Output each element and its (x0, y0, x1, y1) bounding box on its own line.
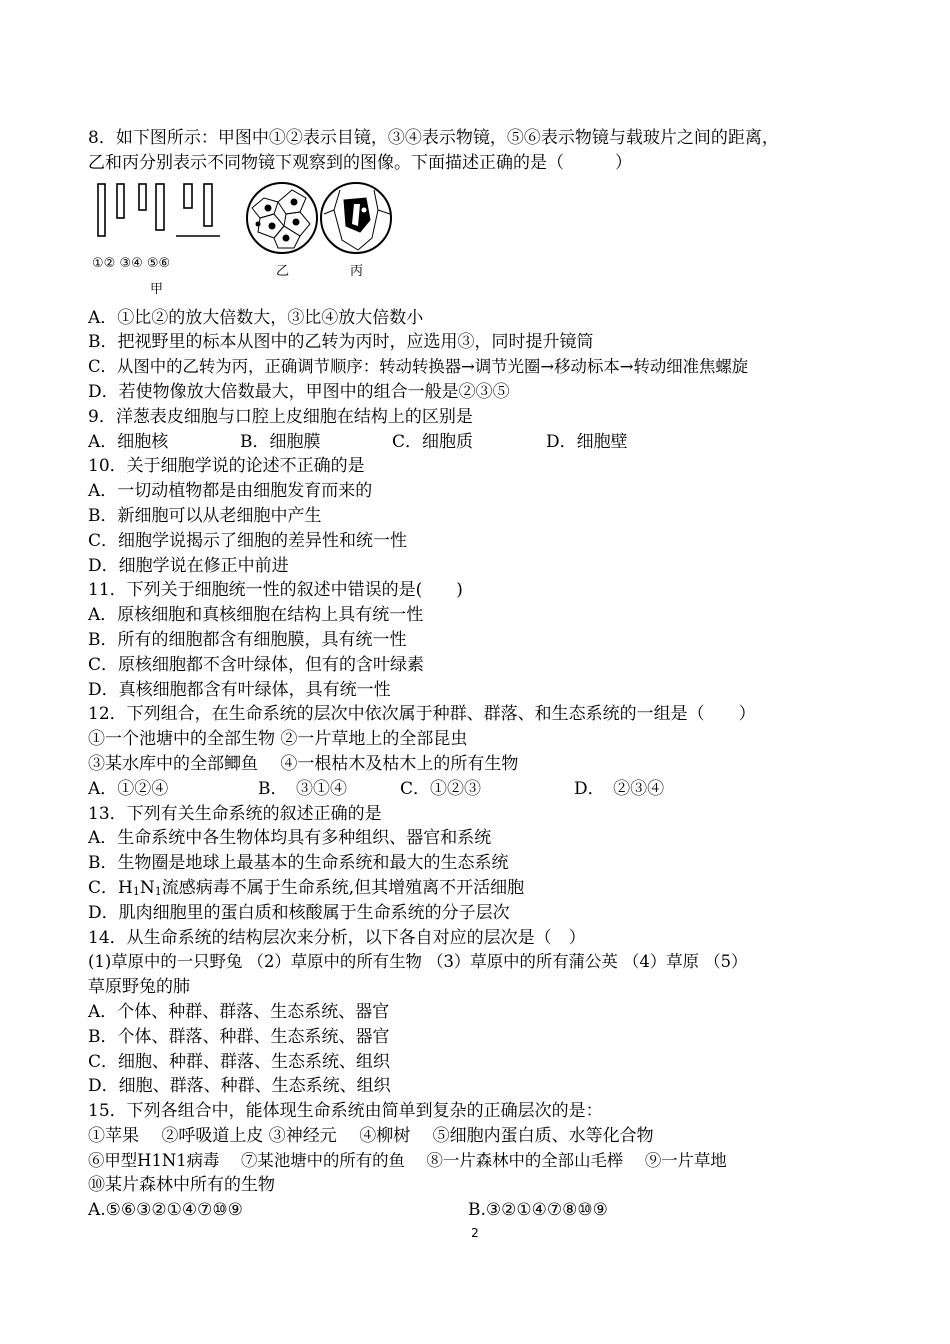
q11-option-d: D．真核细胞都含有叶绿体，具有统一性 (88, 679, 391, 700)
q8-option-a: A．①比②的放大倍数大，③比④放大倍数小 (88, 307, 424, 328)
q14-stem: 14．从生命系统的结构层次来分析，以下各自对应的层次是（ ） (88, 927, 586, 948)
q8-option-c: C．从图中的乙转为丙，正确调节顺序：转动转换器→调节光圈→移动标本→转动细准焦螺旋 (88, 357, 749, 377)
q8-option-b: B．把视野里的标本从图中的乙转为丙时，应选用③，同时提升镜筒 (88, 332, 594, 353)
q8-stem-line2: 乙和丙分别表示不同物镜下观察到的图像。下面描述正确的是（ ） (88, 152, 632, 173)
q13-option-d: D．肌肉细胞里的蛋白质和核酸属于生命系统的分子层次 (88, 902, 510, 923)
q12-options (88, 777, 878, 802)
q13-option-c (88, 876, 878, 901)
q11-option-c: C．原核细胞都不含叶绿体，但有的含叶绿素 (88, 654, 425, 675)
q15-option-a: A.⑤⑥③②①④⑦⑩⑨ (88, 1200, 243, 1221)
q14-option-b: B．个体、群落、种群、生态系统、器官 (88, 1026, 390, 1047)
q9-stem: 9．洋葱表皮细胞与口腔上皮细胞在结构上的区别是 (88, 406, 473, 427)
q8-stem-line1: 8．如下图所示：甲图中①②表示目镜，③④表示物镜，⑤⑥表示物镜与载玻片之间的距离， (88, 128, 779, 148)
q10-option-b: B．新细胞可以从老细胞中产生 (88, 505, 322, 526)
view-bing-circle (321, 183, 391, 253)
q12-items-line1: ①一个池塘中的全部生物 ②一片草地上的全部昆虫 (88, 729, 468, 750)
q14-option-a: A．个体、种群、群落、生态系统、器官 (88, 1001, 390, 1022)
q13-option-c-sub1: 1 (132, 884, 140, 898)
q9-option-a: A．细胞核 (88, 431, 169, 452)
q11-option-b: B．所有的细胞都含有细胞膜，具有统一性 (88, 629, 407, 650)
q12-option-a: A．①②④ (88, 778, 169, 799)
q12-option-c: C．①②③ (400, 778, 482, 799)
q15-options (88, 1198, 878, 1223)
microscope-diagram (88, 180, 418, 300)
q10-option-a: A．一切动植物都是由细胞发育而来的 (88, 481, 373, 502)
q13-option-c-mid: N (139, 877, 155, 898)
q15-items-line1: ①苹果 ②呼吸道上皮 ③神经元 ④柳树 ⑤细胞内蛋白质、水等化合物 (88, 1125, 654, 1146)
q13-option-c-rest: 流感病毒不属于生命系统,但其增殖离不开活细胞 (161, 877, 525, 898)
figure-numbers-label: ①② ③④ ⑤⑥ (92, 255, 171, 271)
q9-options (88, 430, 878, 455)
q15-stem: 15．下列各组合中，能体现生命系统由简单到复杂的正确层次的是： (88, 1101, 603, 1122)
q11-option-a: A．原核细胞和真核细胞在结构上具有统一性 (88, 605, 424, 626)
q9-option-b: B．细胞膜 (240, 431, 321, 452)
figure-label-bing: 丙 (350, 263, 364, 279)
q10-option-c: C．细胞学说揭示了细胞的差异性和统一性 (88, 530, 408, 551)
q13-option-c-prefix: C．H (88, 877, 133, 898)
q13-option-c-sub2: 1 (154, 884, 162, 898)
question-list (88, 126, 878, 1223)
q13-option-a: A．生命系统中各生物体均具有多种组织、器官和系统 (88, 828, 492, 849)
q10-stem: 10．关于细胞学说的论述不正确的是 (88, 456, 365, 477)
q15-items-line3: ⑩某片森林中所有的生物 (88, 1175, 275, 1196)
q13-option-b: B．生物圈是地球上最基本的生命系统和最大的生态系统 (88, 853, 509, 874)
q13-stem: 13．下列有关生命系统的叙述正确的是 (88, 803, 382, 824)
microscope-figure (88, 180, 878, 300)
q12-stem: 12．下列组合，在生命系统的层次中依次属于种群、群落、和生态系统的一组是（ ） (88, 704, 756, 725)
page-number: 2 (471, 1226, 479, 1240)
q14-option-c: C．细胞、种群、群落、生态系统、组织 (88, 1051, 391, 1072)
q9-option-c: C．细胞质 (392, 431, 474, 452)
q12-items-line2: ③某水库中的全部鲫鱼 ④一根枯木及枯木上的所有生物 (88, 753, 519, 774)
view-yi-circle (247, 183, 317, 253)
q15-items-line2: ⑥甲型H1N1病毒 ⑦某池塘中的所有的鱼 ⑧一片森林中的全部山毛榉 ⑨一片草地 (88, 1150, 727, 1170)
q12-option-b: B． ③①④ (258, 778, 347, 799)
q10-option-d: D．细胞学说在修正中前进 (88, 555, 289, 576)
q14-items-line1: (1)草原中的一只野兔 （2）草原中的所有生物 （3）草原中的所有蒲公英 （4）草原 （5） (88, 952, 748, 972)
figure-label-yi: 乙 (276, 263, 290, 279)
q14-option-d: D．细胞、群落、种群、生态系统、组织 (88, 1076, 391, 1097)
q9-option-d: D．细胞壁 (546, 431, 628, 452)
q8-option-d: D．若使物像放大倍数最大，甲图中的组合一般是②③⑤ (88, 381, 510, 402)
q12-option-d: D． ②③④ (574, 778, 665, 799)
q14-items-line2: 草原野兔的肺 (88, 977, 190, 998)
q11-stem: 11．下列关于细胞统一性的叙述中错误的是( ) (88, 580, 463, 601)
q15-option-b: B.③②①④⑦⑧⑩⑨ (468, 1200, 608, 1221)
figure-label-jia: 甲 (150, 281, 164, 297)
